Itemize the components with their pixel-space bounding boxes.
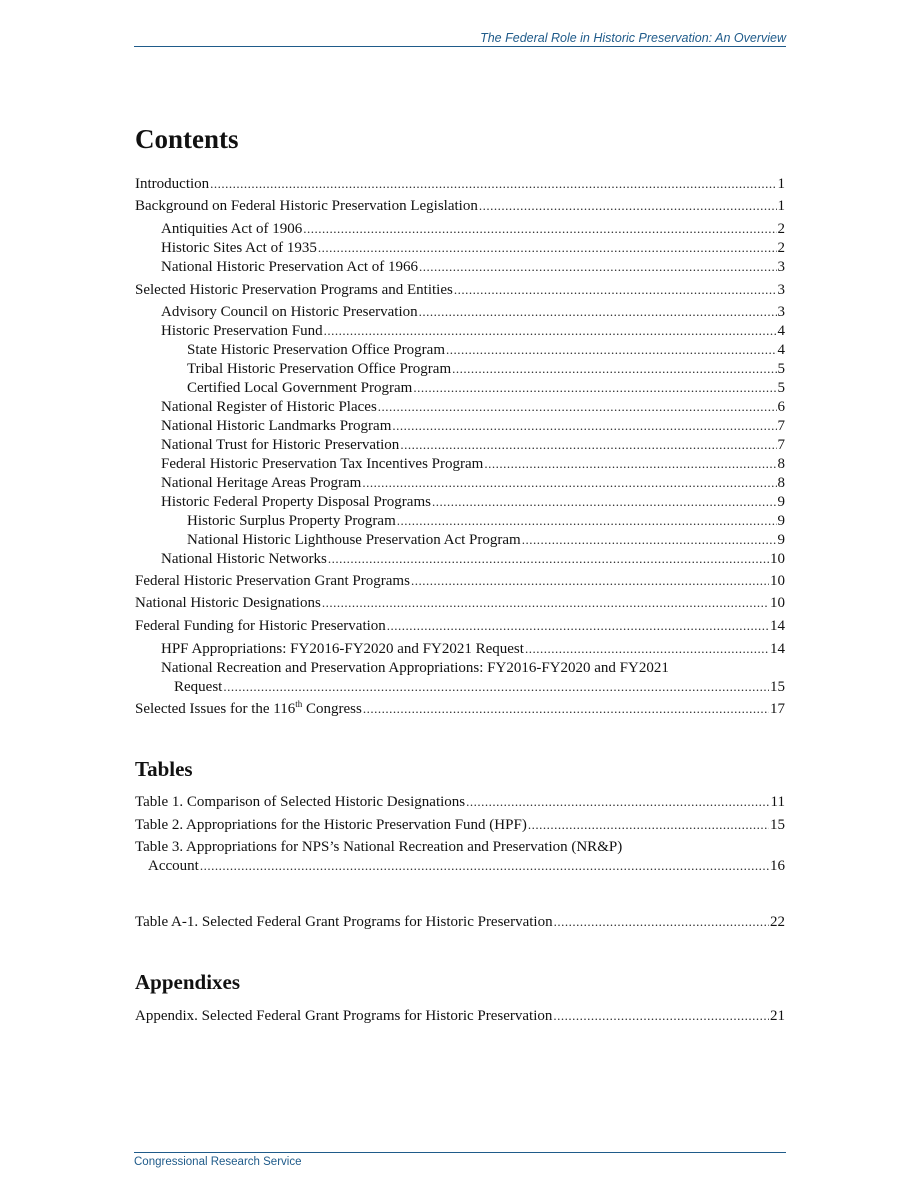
toc-entry-funding[interactable]: Federal Funding for Historic Preservation ..... 14 bbox=[135, 617, 785, 635]
toc-entry-table-2[interactable]: Table 2. Appropriations for the Historic Preservation Fund (HPF) ..... 15 bbox=[135, 816, 785, 834]
toc-entry-grant-programs[interactable]: Federal Historic Preservation Grant Programs ..... 10 bbox=[135, 572, 785, 590]
toc-entry-nrp-appropriations-line1[interactable]: National Recreation and Preservation Appropriations: FY2016-FY2020 and FY2021 bbox=[161, 660, 669, 676]
toc-entry-thpo[interactable]: Tribal Historic Preservation Office Program ..... 5 bbox=[135, 360, 785, 378]
toc-entry-hpf-appropriations[interactable]: HPF Appropriations: FY2016-FY2020 and FY2021 Request ..... 14 bbox=[135, 640, 785, 658]
toc-entry-networks[interactable]: National Historic Networks ..... 10 bbox=[135, 550, 785, 568]
toc-entry-table-3[interactable]: Account ..... 16 bbox=[135, 857, 785, 875]
toc-entry-lighthouse[interactable]: National Historic Lighthouse Preservation Act Program ..... 9 bbox=[135, 531, 785, 549]
running-header-title: The Federal Role in Historic Preservation: An Overview bbox=[480, 31, 786, 45]
toc-entry-nrp-appropriations[interactable]: Request ..... 15 bbox=[135, 678, 785, 696]
toc-entry-table-a1[interactable]: Table A-1. Selected Federal Grant Programs for Historic Preservation ..... 22 bbox=[135, 913, 785, 931]
toc-entry-background[interactable]: Background on Federal Historic Preservation Legislation ..... 1 bbox=[135, 197, 785, 215]
toc-entry-introduction[interactable]: Introduction ..... 1 bbox=[135, 175, 785, 193]
footer-publisher: Congressional Research Service bbox=[134, 1156, 302, 1168]
toc-entry-heritage-areas[interactable]: National Heritage Areas Program ..... 8 bbox=[135, 474, 785, 492]
toc-entry-advisory-council[interactable]: Advisory Council on Historic Preservation ..... 3 bbox=[135, 303, 785, 321]
toc-entry-historic-sites-act[interactable]: Historic Sites Act of 1935 ..... 2 bbox=[135, 239, 785, 257]
toc-entry-clg[interactable]: Certified Local Government Program ..... 5 bbox=[135, 379, 785, 397]
toc-entry-antiquities-act[interactable]: Antiquities Act of 1906 ..... 2 bbox=[135, 220, 785, 238]
toc-entry-property-disposal[interactable]: Historic Federal Property Disposal Programs ..... 9 bbox=[135, 493, 785, 511]
toc-entry-appendix[interactable]: Appendix. Selected Federal Grant Programs for Historic Preservation ..... 21 bbox=[135, 1007, 785, 1025]
toc-entry-selected-programs[interactable]: Selected Historic Preservation Programs and Entities ..... 3 bbox=[135, 281, 785, 299]
toc-entry-national-trust[interactable]: National Trust for Historic Preservation ..... 7 bbox=[135, 436, 785, 454]
tables-heading: Tables bbox=[135, 757, 193, 781]
toc-entry-table-1[interactable]: Table 1. Comparison of Selected Historic Designations ..... 11 bbox=[135, 793, 785, 811]
toc-entry-national-register[interactable]: National Register of Historic Places ..... 6 bbox=[135, 398, 785, 416]
toc-entry-table-3-line1[interactable]: Table 3. Appropriations for NPS’s National Recreation and Preservation (NR&P) bbox=[135, 839, 623, 855]
contents-heading: Contents bbox=[135, 124, 239, 154]
toc-entry-nhpa-1966[interactable]: National Historic Preservation Act of 1966 ..... 3 bbox=[135, 258, 785, 276]
appendixes-heading: Appendixes bbox=[135, 970, 241, 994]
toc-entry-surplus-property[interactable]: Historic Surplus Property Program ..... 9 bbox=[135, 512, 785, 530]
toc-entry-shpo[interactable]: State Historic Preservation Office Program ..... 4 bbox=[135, 341, 785, 359]
toc-entry-hpf[interactable]: Historic Preservation Fund ..... 4 bbox=[135, 322, 785, 340]
running-header bbox=[134, 31, 786, 47]
toc-entry-landmarks[interactable]: National Historic Landmarks Program ..... 7 bbox=[135, 417, 785, 435]
toc-entry-tax-incentives[interactable]: Federal Historic Preservation Tax Incentives Program ..... 8 bbox=[135, 455, 785, 473]
toc-entry-designations[interactable]: National Historic Designations ..... 10 bbox=[135, 594, 785, 612]
running-footer bbox=[134, 1152, 786, 1168]
toc-entry-selected-issues[interactable]: Selected Issues for the 116th Congress ..... 17 bbox=[135, 700, 785, 718]
